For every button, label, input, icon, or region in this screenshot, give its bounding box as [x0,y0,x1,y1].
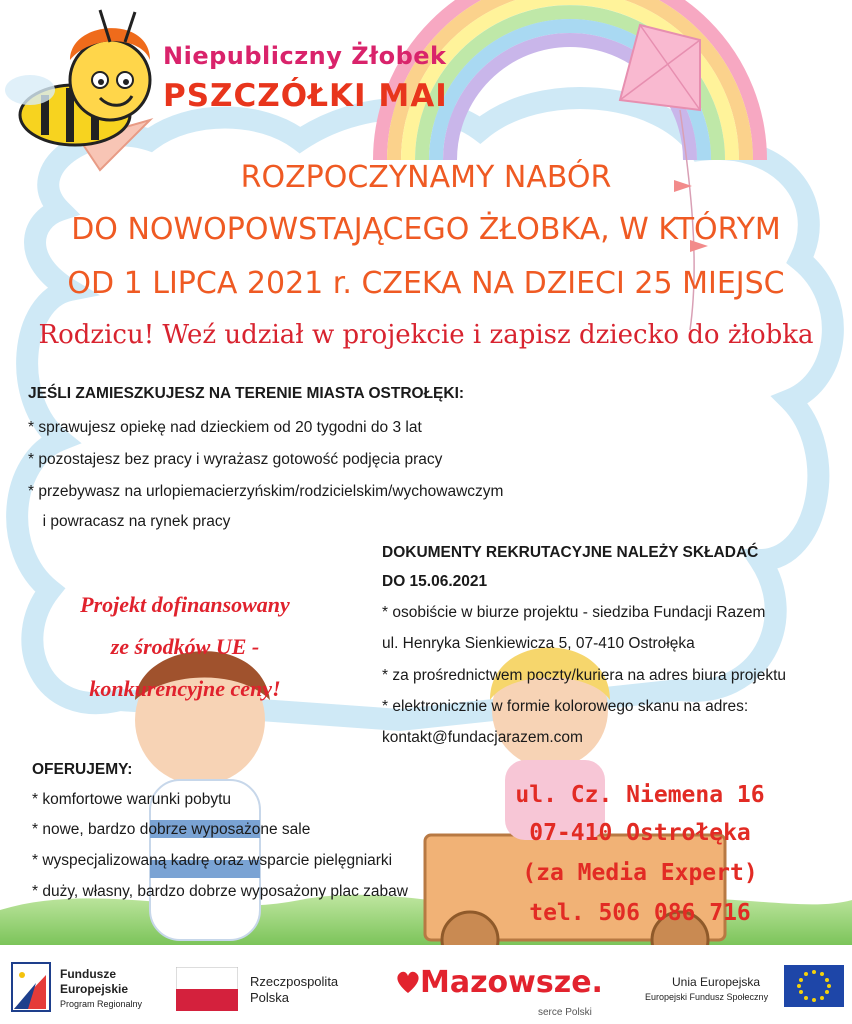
eu-flag-icon [784,965,844,1007]
logo-subtitle: Niepubliczny Żłobek [163,42,447,70]
documents-item: * elektronicznie w formie kolorowego skanu na adres: [382,698,749,715]
documents-deadline: DO 15.06.2021 [382,573,488,590]
address-landmark: (za Media Expert) [522,860,758,886]
offer-item: * nowe, bardzo dobrze wyposażone sale [32,821,311,838]
fe-flag-icon [10,961,52,1013]
contact-email[interactable]: kontakt@fundacjarazem.com [382,729,583,746]
offer-item: * wyspecjalizowaną kadrę oraz wsparcie pielęgniarki [32,852,393,869]
offer-title: OFERUJEMY: [32,761,133,778]
rp-line2: Polska [250,990,290,1005]
ue-line2: Europejski Fundusz Społeczny [645,992,769,1002]
eligibility-item: * sprawujesz opiekę nad dzieckiem od 20 tygodni do 3 lat [28,419,422,436]
headline-line-3: OD 1 LIPCA 2021 r. CZEKA NA DZIECI 25 MIEJSC [67,266,785,301]
eligibility-title: JEŚLI ZAMIESZKUJESZ NA TERENIE MIASTA OSTROŁĘKI: [28,385,465,402]
address-city: 07-410 Ostrołęka [529,820,751,846]
promo-line-2: ze środków UE - [110,634,260,659]
footer-logos [0,945,852,1024]
documents-item: * za prośrednictwem poczty/kuriera na adres biura projektu [382,667,787,684]
headline-line-1: ROZPOCZYNAMY NABÓR [240,160,612,195]
promo-line-3: konkurencyjne ceny! [89,676,281,701]
headline-subtitle: Rodzicu! Weź udział w projekcie i zapisz dziecko do żłobka [38,320,814,350]
address-street: ul. Cz. Niemena 16 [515,782,765,808]
bee-mascot [5,10,150,145]
fe-line1: Fundusze [60,967,116,981]
eligibility-item: * przebywasz na urlopiemacierzyńskim/rodzicielskim/wychowawczym [28,483,504,500]
mazowsze-wordmark: Mazowsze. [420,965,603,1000]
logo-title: PSZCZÓŁKI MAI [163,78,448,114]
headline-line-2: DO NOWOPOWSTAJĄCEGO ŻŁOBKA, W KTÓRYM [71,212,781,247]
eligibility-item: i powracasz na rynek pracy [34,513,231,530]
fe-line2: Europejskie [60,982,129,996]
rp-line1: Rzeczpospolita [250,974,339,989]
documents-title: DOKUMENTY REKRUTACYJNE NALEŻY SKŁADAĆ [382,544,759,561]
promo-line-1: Projekt dofinansowany [80,592,290,617]
eligibility-item: * pozostajesz bez pracy i wyrażasz gotowość podjęcia pracy [28,451,443,468]
offer-item: * duży, własny, bardzo dobrze wyposażony plac zabaw [32,883,408,900]
documents-item: ul. Henryka Sienkiewicza 5, 07-410 Ostrołęka [382,635,695,652]
documents-item: * osobiście w biurze projektu - siedziba Fundacji Razem [382,604,766,621]
ue-line1: Unia Europejska [672,975,761,989]
polish-flag-icon [176,967,238,1011]
fe-line3: Program Regionalny [60,999,143,1009]
mazowsze-tagline: serce Polski [538,1007,592,1018]
phone-number: tel. 506 086 716 [529,900,751,926]
offer-item: * komfortowe warunki pobytu [32,791,232,808]
heart-icon [395,969,421,995]
